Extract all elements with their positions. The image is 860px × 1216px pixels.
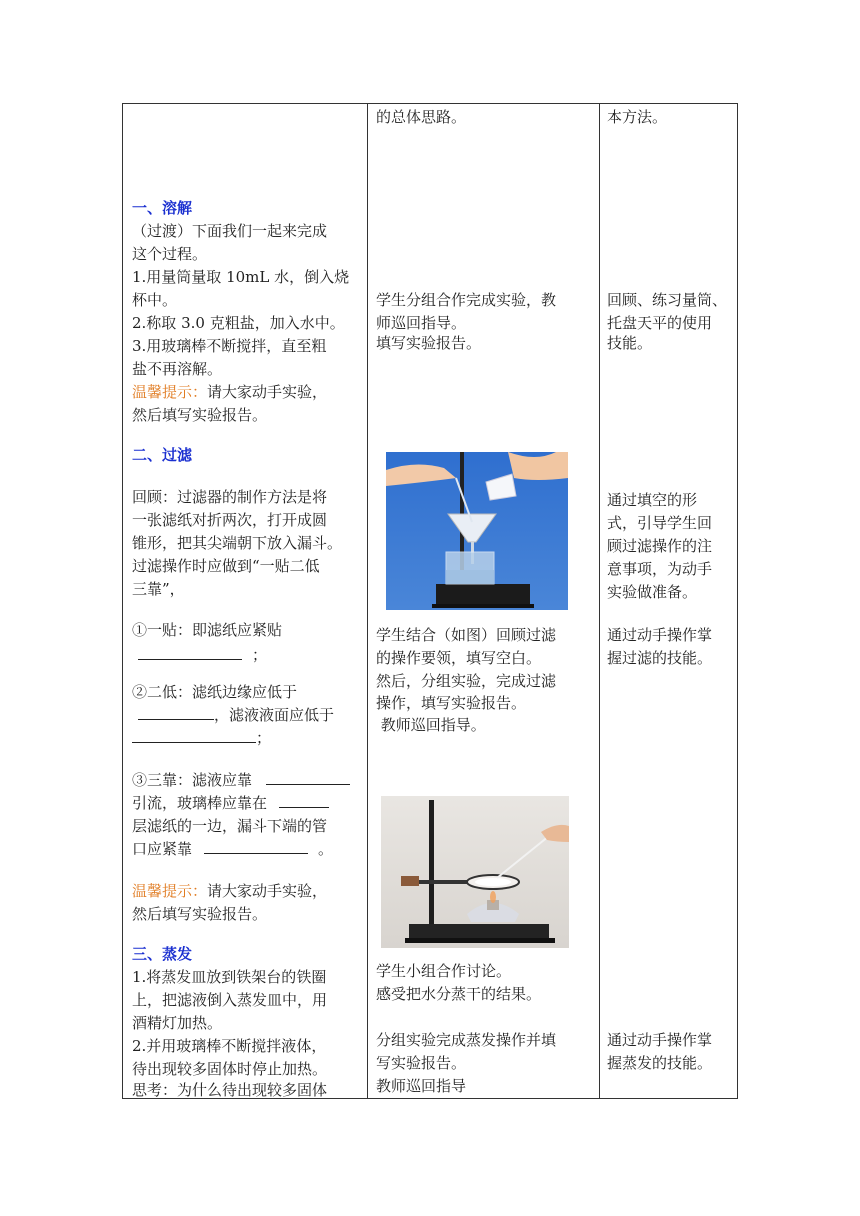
fill-blank-line: [138, 704, 334, 727]
text-line: 学生小组合作讨论。: [376, 962, 512, 980]
fill-blank-line: [132, 727, 271, 750]
filtration-illustration: [386, 452, 568, 610]
text-line: 实验做准备。: [607, 583, 698, 601]
text-line: 然后填写实验报告。: [132, 905, 268, 923]
text-line: 握蒸发的技能。: [607, 1054, 713, 1072]
text-line: 填写实验报告。: [376, 334, 482, 352]
tip-text: 请大家动手实验，: [207, 383, 328, 401]
evaporation-photo: [381, 796, 569, 948]
text-line: 学生分组合作完成实验，教: [376, 291, 557, 309]
section-heading-evaporate: 三、蒸发: [132, 945, 193, 963]
design-intent-column: [607, 104, 735, 1098]
text-line: 教师巡回指导: [376, 1077, 467, 1095]
text-segment: ，滤液液面应低于: [214, 706, 335, 724]
text-line: 2.称取 3.0 克粗盐，加入水中。: [132, 314, 345, 332]
text-line: 的总体思路。: [376, 108, 467, 126]
text-line: 通过动手操作掌: [607, 626, 713, 644]
tip-label: 温馨提示：: [132, 383, 208, 401]
fill-blank[interactable]: [138, 705, 214, 720]
text-line: 操作，填写实验报告。: [376, 694, 527, 712]
punctuation: ；: [256, 729, 272, 747]
text-line: 然后填写实验报告。: [132, 406, 268, 424]
text-line: 1.用量筒量取 10mL 水，倒入烧: [132, 268, 350, 286]
text-line: 待出现较多固体时停止加热。: [132, 1060, 328, 1078]
fill-blank-line: [132, 792, 329, 815]
text-line: 感受把水分蒸干的结果。: [376, 985, 542, 1003]
tip-line: [132, 880, 327, 903]
text-line: 过滤操作时应做到“一贴二低: [132, 557, 320, 575]
text-line: 3.用玻璃棒不断搅拌，直至粗: [132, 337, 327, 355]
text-line: 酒精灯加热。: [132, 1014, 223, 1032]
text-line: 的操作要领，填写空白。: [376, 649, 542, 667]
text-line: 1.将蒸发皿放到铁架台的铁圈: [132, 968, 327, 986]
text-line: 写实验报告。: [376, 1054, 467, 1072]
text-line: ②二低：滤纸边缘应低于: [132, 683, 298, 701]
fill-blank[interactable]: [204, 839, 308, 854]
text-line: 然后，分组实验，完成过滤: [376, 672, 557, 690]
text-line: 杯中。: [132, 291, 178, 309]
text-segment: 引流，玻璃棒应靠在: [132, 794, 268, 812]
fill-blank[interactable]: [132, 728, 256, 743]
lesson-table: [122, 103, 738, 1099]
text-line: 盐不再溶解。: [132, 360, 223, 378]
text-line: 上，把滤液倒入蒸发皿中，用: [132, 991, 328, 1009]
text-line: 思考：为什么待出现较多固体: [132, 1081, 328, 1099]
fill-blank[interactable]: [279, 793, 329, 808]
evaporation-illustration: [381, 796, 569, 948]
text-line: 师巡回指导。: [376, 314, 467, 332]
text-line: 意事项，为动手: [607, 560, 713, 578]
text-line: ①一贴：即滤纸应紧贴: [132, 621, 283, 639]
text-line: 顾过滤操作的注: [607, 537, 713, 555]
filtration-photo: [386, 452, 568, 610]
text-line: （过渡）下面我们一起来完成: [132, 222, 328, 240]
text-line: 回顾：过滤器的制作方法是将: [132, 488, 328, 506]
column-divider: [599, 104, 600, 1098]
fill-blank[interactable]: [266, 770, 350, 785]
text-line: 通过填空的形: [607, 491, 698, 509]
text-line: 通过动手操作掌: [607, 1031, 713, 1049]
text-segment: ③三靠：滤液应靠: [132, 771, 253, 789]
fill-blank-line: [132, 769, 350, 792]
text-line: 2.并用玻璃棒不断搅拌液体，: [132, 1037, 327, 1055]
text-line: 分组实验完成蒸发操作并填: [376, 1031, 557, 1049]
tip-line: [132, 381, 327, 404]
text-line: 这个过程。: [132, 245, 208, 263]
text-segment: 口应紧靠: [132, 840, 193, 858]
text-line: 锥形，把其尖端朝下放入漏斗。: [132, 534, 343, 552]
section-heading-filter: 二、过滤: [132, 446, 193, 464]
fill-blank-line: [132, 838, 333, 861]
text-line: 三靠”，: [132, 580, 185, 598]
teacher-activity-column: [132, 104, 364, 1098]
text-line: 式，引导学生回: [607, 514, 713, 532]
text-line: 技能。: [607, 334, 653, 352]
text-line: 学生结合（如图）回顾过滤: [376, 626, 557, 644]
section-heading-dissolve: 一、溶解: [132, 199, 193, 217]
fill-blank-line: [138, 644, 267, 667]
text-line: 一张滤纸对折两次，打开成圆: [132, 511, 328, 529]
text-line: 握过滤的技能。: [607, 649, 713, 667]
text-line: 教师巡回指导。: [376, 716, 486, 734]
column-divider: [367, 104, 368, 1098]
fill-blank[interactable]: [138, 645, 242, 660]
text-line: 层滤纸的一边，漏斗下端的管: [132, 817, 328, 835]
text-line: 回顾、练习量筒、: [607, 291, 728, 309]
tip-text: 请大家动手实验，: [207, 882, 328, 900]
tip-label: 温馨提示：: [132, 882, 208, 900]
punctuation: ；: [252, 646, 268, 664]
text-line: 托盘天平的使用: [607, 314, 713, 332]
student-activity-column: [376, 104, 596, 1098]
text-line: 本方法。: [607, 108, 668, 126]
punctuation: 。: [318, 840, 334, 858]
